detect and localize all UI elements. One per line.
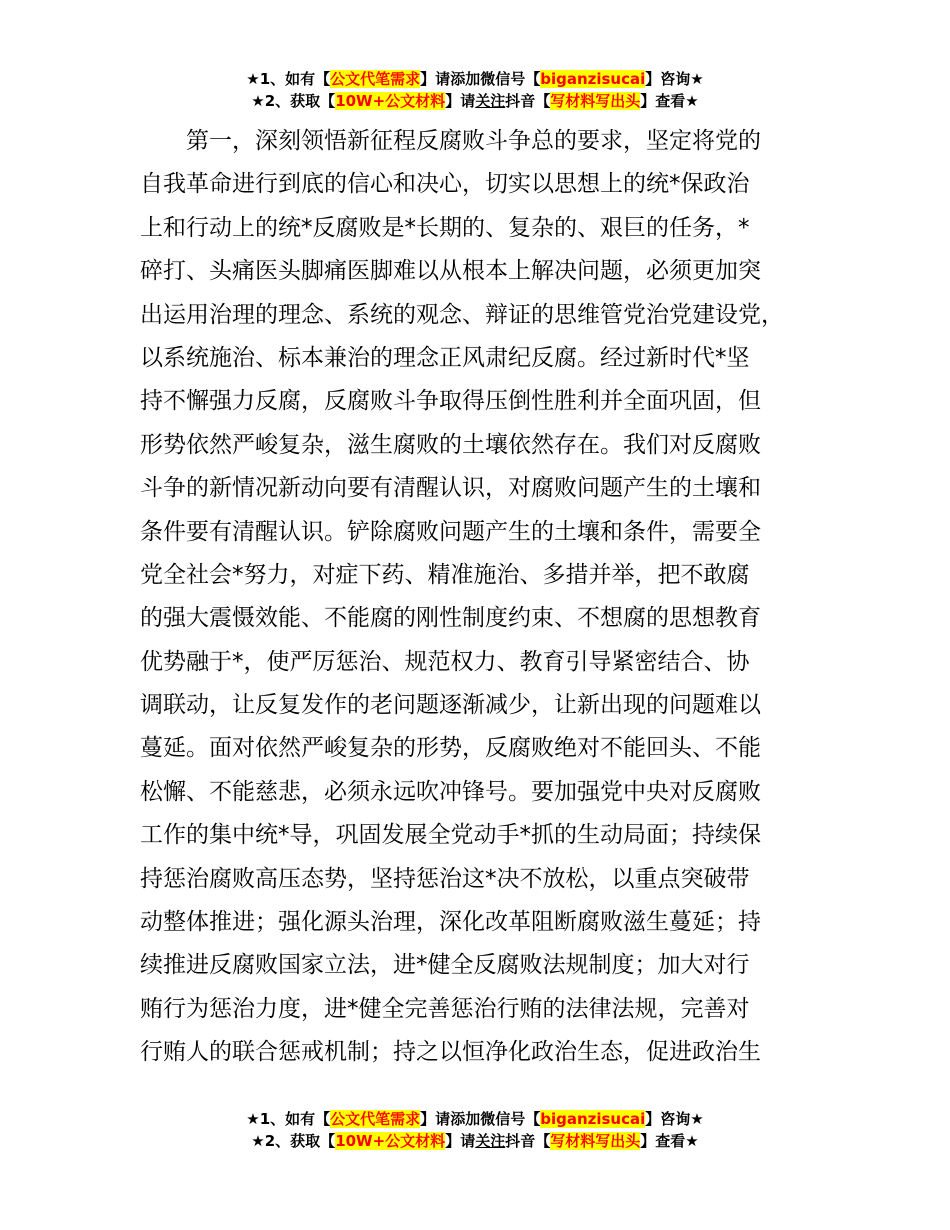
banner-text: 】请	[445, 92, 476, 110]
banner-text: ★1、如有【	[246, 1110, 331, 1128]
highlight-douyin: 写材料写出头	[550, 92, 641, 110]
body-line: 优势融于*，使严厉惩治、规范权力、教育引导紧密结合、协	[140, 648, 750, 675]
body-line: 以系统施治、标本兼治的理念正风肃纪反腐。经过新时代*坚	[140, 344, 750, 371]
banner-line-2	[0, 90, 950, 112]
body-line: 碎打、头痛医头脚痛医脚难以从根本上解决问题，必须更加突	[140, 258, 761, 285]
highlight-service: 公文代笔需求	[330, 70, 421, 88]
body-line: 调联动，让反复发作的老问题逐渐减少，让新出现的问题难以	[140, 692, 761, 719]
body-line: 贿行为惩治力度，进*健全完善惩治行贿的法律法规，完善对	[140, 995, 750, 1022]
body-line: 条件要有清醒认识。铲除腐败问题产生的土壤和条件，需要全	[140, 518, 761, 545]
body-line: 动整体推进；强化源头治理，深化改革阻断腐败滋生蔓延；持	[140, 909, 761, 936]
highlight-wechat-id: biganzisucai	[540, 70, 646, 88]
banner-text: 】查看★	[640, 1132, 699, 1150]
body-line: 持惩治腐败高压态势，坚持惩治这*决不放松，以重点突破带	[140, 865, 750, 892]
body-line: 出运用治理的理念、系统的观念、辩证的思维管党治党建设党，	[140, 301, 784, 328]
banner-text: 】请	[420, 1110, 451, 1128]
footer-banner	[0, 1108, 950, 1152]
banner-text: 】请	[420, 70, 451, 88]
banner-line-1	[0, 1108, 950, 1130]
body-line: 自我革命进行到底的信心和决心，切实以思想上的统*保政治	[140, 171, 750, 198]
body-line: 形势依然严峻复杂，滋生腐败的土壤依然存在。我们对反腐败	[140, 431, 761, 458]
document-body	[140, 120, 840, 1075]
banner-text: 关注	[475, 1132, 506, 1150]
body-line: 斗争的新情况新动向要有清醒认识，对腐败问题产生的土壤和	[140, 475, 761, 502]
banner-text: 】咨询★	[645, 1110, 704, 1128]
banner-text: 微信号【	[480, 1110, 541, 1128]
banner-line-1	[0, 68, 950, 90]
body-line: 第一，深刻领悟新征程反腐败斗争总的要求，坚定将党的	[140, 128, 761, 154]
banner-text: 抖音【	[505, 1132, 551, 1150]
highlight-service: 公文代笔需求	[330, 1110, 421, 1128]
body-line: 上和行动上的统*反腐败是*长期的、复杂的、艰巨的任务，*	[140, 214, 750, 241]
banner-text: 】查看★	[640, 92, 699, 110]
banner-text: ★2、获取【	[251, 92, 336, 110]
banner-text: ★2、获取【	[251, 1132, 336, 1150]
body-line: 续推进反腐败国家立法，进*健全反腐败法规制度；加大对行	[140, 952, 750, 979]
body-line: 蔓延。面对依然严峻复杂的形势，反腐败绝对不能回头、不能	[140, 735, 761, 762]
banner-text: 添加	[450, 1110, 481, 1128]
body-line: 的强大震慑效能、不能腐的刚性制度约束、不想腐的思想教育	[140, 605, 761, 632]
banner-text: 】咨询★	[645, 70, 704, 88]
banner-text: ★1、如有【	[246, 70, 331, 88]
highlight-materials: 10W+公文材料	[335, 1132, 446, 1150]
banner-text: 抖音【	[505, 92, 551, 110]
body-line: 党全社会*努力，对症下药、精准施治、多措并举，把不敢腐	[140, 561, 750, 588]
highlight-douyin: 写材料写出头	[550, 1132, 641, 1150]
banner-text: 微信号【	[480, 70, 541, 88]
highlight-materials: 10W+公文材料	[335, 92, 446, 110]
banner-line-2	[0, 1130, 950, 1152]
banner-text: 关注	[475, 92, 506, 110]
body-line: 松懈、不能慈悲，必须永远吹冲锋号。要加强党中央对反腐败	[140, 778, 761, 805]
highlight-wechat-id: biganzisucai	[540, 1110, 646, 1128]
body-line: 持不懈强力反腐，反腐败斗争取得压倒性胜利并全面巩固，但	[140, 388, 761, 415]
body-line: 工作的集中统*导，巩固发展全党动手*抓的生动局面；持续保	[140, 822, 761, 849]
body-line: 行贿人的联合惩戒机制；持之以恒净化政治生态，促进政治生	[140, 1039, 761, 1066]
banner-text: 】请	[445, 1132, 476, 1150]
banner-text: 添加	[450, 70, 481, 88]
header-banner	[0, 68, 950, 112]
